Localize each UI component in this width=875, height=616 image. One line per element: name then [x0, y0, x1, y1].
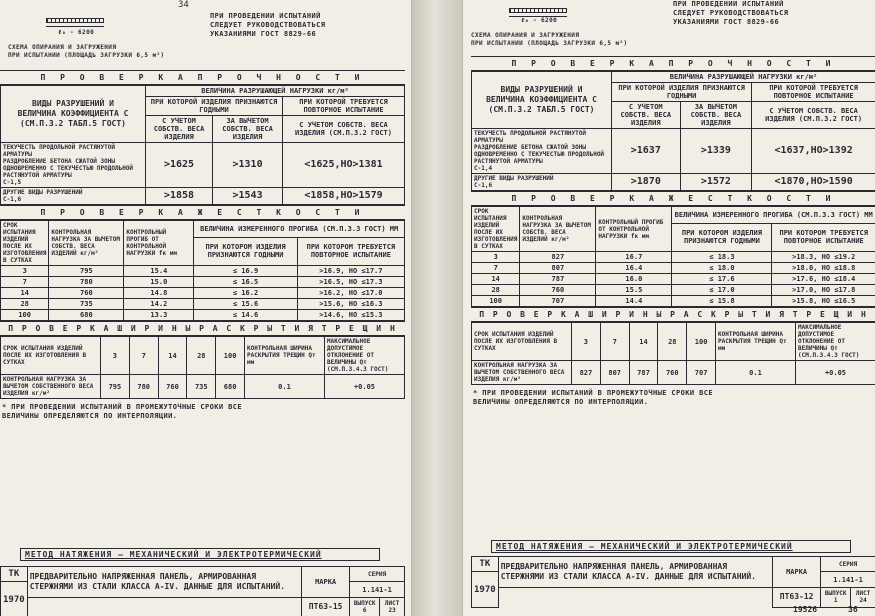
stiff-retest: >17.6, НО ≤18.4	[772, 274, 875, 285]
gost-note: ПРИ ПРОВЕДЕНИИ ИСПЫТАНИЙ СЛЕДУЕТ РУКОВОДСТВОВАТЬСЯ УКАЗАНИЯМИ ГОСТ 8829-66	[210, 12, 326, 38]
crack-load: 787	[629, 361, 658, 385]
crack-max-value: +0.05	[325, 375, 405, 399]
stiff-retest: >18.0, НО ≤18.8	[772, 263, 875, 274]
stamp-mark: ПТ63-12	[773, 587, 821, 607]
stiff-deflection: 14.8	[124, 288, 194, 299]
strength-value-net: >1339	[680, 129, 752, 174]
stiff-load: 707	[520, 296, 596, 307]
crack-load-label: КОНТРОЛЬНАЯ НАГРУЗКА ЗА ВЫЧЕТОМ СОБСТВЕННОГО ВЕСА ИЗДЕЛИЯ кг/м²	[472, 361, 572, 385]
stiff-col-retest: ПРИ КОТОРОМ ТРЕБУЕТСЯ ПОВТОРНОЕ ИСПЫТАНИЕ	[772, 223, 875, 252]
stamp-year: 1970	[1, 582, 28, 616]
crack-load: 827	[572, 361, 601, 385]
crack-load: 760	[158, 375, 187, 399]
table-row	[472, 296, 875, 307]
stiff-deflection: 16.7	[596, 252, 672, 263]
stamp-title: ПРЕДВАРИТЕЛЬНО НАПРЯЖЕННАЯ ПАНЕЛЬ, АРМИРОВАННАЯ СТЕРЖНЯМИ ИЗ СТАЛИ КЛАССА А-IV. ДАННЫЕ ДЛЯ ИСПЫТАНИЙ.	[498, 557, 772, 588]
stiff-load: 760	[520, 285, 596, 296]
stiff-term: 7	[472, 263, 520, 274]
stiff-retest: >16.5, НО ≤17.3	[297, 277, 404, 288]
strength-sub-with-weight: С УЧЕТОМ СОБСТВ. ВЕСА ИЗДЕЛИЯ	[146, 116, 213, 143]
table-row	[472, 285, 875, 296]
stiff-load: 780	[49, 277, 124, 288]
stamp-series: 1.141-1	[350, 582, 405, 597]
footnote: * ПРИ ПРОВЕДЕНИИ ИСПЫТАНИЙ В ПРОМЕЖУТОЧНЫЕ СРОКИ ВСЕ ВЕЛИЧИНЫ ОПРЕДЕЛЯЮТСЯ ПО ИНТЕРПОЛЯЦИИ.	[2, 403, 242, 420]
stamp-series: 1.141-1	[821, 572, 875, 587]
scheme-dimension: ℓ₀ - 6200	[58, 29, 95, 36]
right-sheet	[462, 0, 875, 616]
table-row	[472, 361, 875, 385]
strength-sub-without-weight: ЗА ВЫЧЕТОМ СОБСТВ. ВЕСА ИЗДЕЛИЯ	[680, 102, 752, 129]
left-sheet	[0, 0, 412, 616]
tensioning-method: МЕТОД НАТЯЖЕНИЯ — МЕХАНИЧЕСКИЙ И ЭЛЕКТРОТЕРМИЧЕСКИЙ	[491, 540, 851, 553]
crack-load: 707	[687, 361, 716, 385]
stiff-deflection: 14.2	[124, 299, 194, 310]
crack-day: 28	[187, 337, 216, 375]
test-data-grid	[0, 70, 405, 425]
stiff-term: 14	[472, 274, 520, 285]
stamp-issue-value: 6	[362, 607, 367, 615]
stiffness-check-header: П Р О В Е Р К А Ж Е С Т К О С Т И	[0, 205, 405, 220]
stiff-term: 28	[1, 299, 49, 310]
loading-scheme-diagram	[503, 0, 573, 16]
stiff-col-load: КОНТРОЛЬНАЯ НАГРУЗКА ЗА ВЫЧЕТОМ СОБСТВ. ВЕСА ИЗДЕЛИЙ кг/м²	[49, 221, 124, 266]
stamp-title: ПРЕДВАРИТЕЛЬНО НАПРЯЖЕННАЯ ПАНЕЛЬ, АРМИРОВАННАЯ СТЕРЖНЯМИ ИЗ СТАЛИ КЛАССА А-IV. ДАННЫЕ ДЛЯ ИСПЫТАНИЙ.	[27, 567, 301, 598]
stamp-tk: ТК	[472, 557, 499, 572]
crack-load: 760	[658, 361, 687, 385]
strength-value-retest: <1625,НО>1381	[283, 143, 405, 188]
stiffness-table	[471, 206, 875, 307]
stamp-sheet	[380, 597, 405, 616]
stiff-good: ≤ 14.6	[194, 310, 297, 321]
stiff-col-measured: ВЕЛИЧИНА ИЗМЕРЕННОГО ПРОГИБА (СМ.П.3.3 ГОСТ) ММ	[194, 221, 405, 238]
stamp-issue	[821, 587, 851, 607]
crack-day: 7	[600, 323, 629, 361]
stiff-deflection: 16.4	[596, 263, 672, 274]
strength-value-net: >1310	[213, 143, 283, 188]
crack-ctrl-label: КОНТРОЛЬНАЯ ШИРИНА РАСКРЫТИЯ ТРЕЩИН Qт мм	[245, 337, 325, 375]
stamp-series-label: СЕРИЯ	[350, 567, 405, 582]
tensioning-method: МЕТОД НАТЯЖЕНИЯ — МЕХАНИЧЕСКИЙ И ЭЛЕКТРОТЕРМИЧЕСКИЙ	[20, 548, 380, 561]
stiff-good: ≤ 16.2	[194, 288, 297, 299]
stamp-tk: ТК	[1, 567, 28, 582]
stiff-retest: >15.8, НО ≤16.5	[772, 296, 875, 307]
table-row	[1, 375, 405, 399]
table-row	[1, 143, 405, 188]
stiff-col-term: СРОК ИСПЫТАНИЯ ИЗДЕЛИЙ ПОСЛЕ ИХ ИЗГОТОВЛЕНИЯ В СУТКАХ	[1, 221, 49, 266]
stiff-retest: >18.3, НО ≤19.2	[772, 252, 875, 263]
strength-value-net: >1543	[213, 188, 283, 205]
crack-check-header: П Р О В Е Р К А Ш И Р И Н Ы Р А С К Р Ы Т И Я Т Р Е Щ И Н	[0, 321, 405, 336]
strength-value-good: >1637	[612, 129, 681, 174]
stiff-good: ≤ 17.0	[672, 285, 772, 296]
stamp-mark-label: МАРКА	[773, 557, 821, 588]
stiff-deflection: 15.5	[596, 285, 672, 296]
strength-row-label: ТЕКУЧЕСТЬ ПРОДОЛЬНОЙ РАСТЯНУТОЙ АРМАТУРЫ РАЗДРОБЛЕНИЕ БЕТОНА СЖАТОЙ ЗОНЫ ОДНОВРЕМЕННО С ТЕКУЧЕСТЬЮ ПРОДОЛЬНОЙ РАСТЯНУТОЙ АРМАТУРЫ С-1,5	[1, 143, 146, 188]
stiff-term: 100	[472, 296, 520, 307]
stiff-col-load: КОНТРОЛЬНАЯ НАГРУЗКА ЗА ВЫЧЕТОМ СОБСТВ. ВЕСА ИЗДЕЛИЙ кг/м²	[520, 207, 596, 252]
stiff-col-deflection: КОНТРОЛЬНЫЙ ПРОГИБ ОТ КОНТРОЛЬНОЙ НАГРУЗКИ fк мм	[124, 221, 194, 266]
strength-value-net: >1572	[680, 174, 752, 191]
stiff-retest: >15.6, НО ≤16.3	[297, 299, 404, 310]
title-block	[0, 566, 405, 616]
strength-sub-gost: С УЧЕТОМ СОБСТВ. ВЕСА ИЗДЕЛИЯ (СМ.П.3.2 ГОСТ)	[283, 116, 405, 143]
crack-ctrl-value: 0.1	[245, 375, 325, 399]
crack-ctrl-label: КОНТРОЛЬНАЯ ШИРИНА РАСКРЫТИЯ ТРЕЩИН Qт мм	[716, 323, 796, 361]
stiff-good: ≤ 18.0	[672, 263, 772, 274]
strength-col-good: ПРИ КОТОРОЙ ИЗДЕЛИЯ ПРИЗНАЮТСЯ ГОДНЫМИ	[146, 97, 283, 116]
strength-col-retest: ПРИ КОТОРОЙ ТРЕБУЕТСЯ ПОВТОРНОЕ ИСПЫТАНИЕ	[752, 83, 875, 102]
footnote: * ПРИ ПРОВЕДЕНИИ ИСПЫТАНИЙ В ПРОМЕЖУТОЧНЫЕ СРОКИ ВСЕ ВЕЛИЧИНЫ ОПРЕДЕЛЯЮТСЯ ПО ИНТЕРПОЛЯЦИИ.	[473, 389, 713, 406]
strength-kind-header: ВИДЫ РАЗРУШЕНИЙ И ВЕЛИЧИНА КОЭФФИЦИЕНТА С (СМ.П.3.2 ТАБЛ.5 ГОСТ)	[472, 72, 612, 129]
stiff-retest: >16.9, НО ≤17.7	[297, 266, 404, 277]
stiff-deflection: 14.4	[596, 296, 672, 307]
stiff-col-term: СРОК ИСПЫТАНИЯ ИЗДЕЛИЙ ПОСЛЕ ИХ ИЗГОТОВЛЕНИЯ В СУТКАХ	[472, 207, 520, 252]
stiff-retest: >17.0, НО ≤17.8	[772, 285, 875, 296]
stiff-good: ≤ 15.6	[194, 299, 297, 310]
strength-value-good: >1870	[612, 174, 681, 191]
crack-max-label: МАКСИМАЛЬНОЕ ДОПУСТИМОЕ ОТКЛОНЕНИЕ ОТ ВЕЛИЧИНЫ Qт (СМ.П.3.4.3 ГОСТ)	[325, 337, 405, 375]
table-row	[472, 263, 875, 274]
table-row	[1, 188, 405, 205]
crack-max-value: +0.05	[796, 361, 875, 385]
test-data-grid	[471, 56, 875, 411]
stamp-sheet-value: 24	[859, 597, 867, 605]
title-block	[471, 556, 875, 608]
crack-term-label: СРОК ИСПЫТАНИЯ ИЗДЕЛИЙ ПОСЛЕ ИХ ИЗГОТОВЛЕНИЯ В СУТКАХ	[1, 337, 101, 375]
gost-note: ПРИ ПРОВЕДЕНИИ ИСПЫТАНИЙ СЛЕДУЕТ РУКОВОДСТВОВАТЬСЯ УКАЗАНИЯМИ ГОСТ 8829-66	[673, 0, 789, 26]
strength-table	[471, 71, 875, 191]
stamp-issue	[350, 597, 380, 616]
stiff-col-good: ПРИ КОТОРОМ ИЗДЕЛИЯ ПРИЗНАЮТСЯ ГОДНЫМИ	[194, 237, 297, 266]
strength-row-label: ДРУГИЕ ВИДЫ РАЗРУШЕНИЙ С-1,6	[472, 174, 612, 191]
stiff-deflection: 15.0	[124, 277, 194, 288]
stiff-deflection: 13.3	[124, 310, 194, 321]
crack-day: 100	[216, 337, 245, 375]
stiff-good: ≤ 18.3	[672, 252, 772, 263]
strength-sub-without-weight: ЗА ВЫЧЕТОМ СОБСТВ. ВЕСА ИЗДЕЛИЯ	[213, 116, 283, 143]
crack-load: 807	[600, 361, 629, 385]
stamp-issue-label: ВЫПУСК	[824, 590, 847, 598]
table-row	[1, 299, 405, 310]
strength-col-retest: ПРИ КОТОРОЙ ТРЕБУЕТСЯ ПОВТОРНОЕ ИСПЫТАНИЕ	[283, 97, 405, 116]
bottom-page-number: 36	[848, 605, 858, 614]
crack-day: 14	[629, 323, 658, 361]
table-row	[472, 174, 875, 191]
stiff-term: 100	[1, 310, 49, 321]
stiff-col-deflection: КОНТРОЛЬНЫЙ ПРОГИБ ОТ КОНТРОЛЬНОЙ НАГРУЗКИ fк мм	[596, 207, 672, 252]
strength-value-good: >1858	[146, 188, 213, 205]
crack-day: 3	[572, 323, 601, 361]
crack-table	[471, 322, 875, 385]
stiff-col-measured: ВЕЛИЧИНА ИЗМЕРЕННОГО ПРОГИБА (СМ.П.3.3 ГОСТ) ММ	[672, 207, 875, 224]
strength-value-good: >1625	[146, 143, 213, 188]
strength-col-good: ПРИ КОТОРОЙ ИЗДЕЛИЯ ПРИЗНАЮТСЯ ГОДНЫМИ	[612, 83, 752, 102]
crack-load: 735	[187, 375, 216, 399]
stiff-good: ≤ 15.8	[672, 296, 772, 307]
crack-day: 7	[129, 337, 158, 375]
strength-sub-gost: С УЧЕТОМ СОБСТВ. ВЕСА ИЗДЕЛИЯ (СМ.П.3.2 ГОСТ)	[752, 102, 875, 129]
crack-day: 28	[658, 323, 687, 361]
crack-load: 780	[129, 375, 158, 399]
stamp-year: 1970	[472, 572, 499, 608]
table-row	[472, 129, 875, 174]
book-gutter	[412, 0, 462, 616]
stiff-col-retest: ПРИ КОТОРОМ ТРЕБУЕТСЯ ПОВТОРНОЕ ИСПЫТАНИЕ	[297, 237, 404, 266]
table-row	[1, 266, 405, 277]
stiff-load: 795	[49, 266, 124, 277]
crack-day: 14	[158, 337, 187, 375]
stamp-mark-label: МАРКА	[302, 567, 350, 598]
stiff-good: ≤ 17.6	[672, 274, 772, 285]
crack-term-label: СРОК ИСПЫТАНИЯ ИЗДЕЛИЙ ПОСЛЕ ИХ ИЗГОТОВЛЕНИЯ В СУТКАХ	[472, 323, 572, 361]
stiff-term: 3	[1, 266, 49, 277]
stiff-deflection: 16.0	[596, 274, 672, 285]
strength-row-label: ТЕКУЧЕСТЬ ПРОДОЛЬНОЙ РАСТЯНУТОЙ АРМАТУРЫ РАЗДРОБЛЕНИЕ БЕТОНА СЖАТОЙ ЗОНЫ ОДНОВРЕМЕННО С ТЕКУЧЕСТЬЮ ПРОДОЛЬНОЙ РАСТЯНУТОЙ АРМАТУРЫ С-1,4	[472, 129, 612, 174]
stamp-sheet-value: 23	[388, 607, 396, 615]
stiff-load: 807	[520, 263, 596, 274]
stiff-retest: >14.6, НО ≤15.3	[297, 310, 404, 321]
stamp-sheet-label: ЛИСТ	[855, 590, 871, 598]
stiff-col-good: ПРИ КОТОРОМ ИЗДЕЛИЯ ПРИЗНАЮТСЯ ГОДНЫМИ	[672, 223, 772, 252]
table-row	[1, 288, 405, 299]
stiffness-table	[0, 220, 405, 321]
stiff-load: 787	[520, 274, 596, 285]
strength-sub-with-weight: С УЧЕТОМ СОБСТВ. ВЕСА ИЗДЕЛИЯ	[612, 102, 681, 129]
table-row	[1, 310, 405, 321]
stiff-term: 7	[1, 277, 49, 288]
crack-check-header: П Р О В Е Р К А Ш И Р И Н Ы Р А С К Р Ы Т И Я Т Р Е Щ И Н	[471, 307, 875, 322]
stiff-good: ≤ 16.5	[194, 277, 297, 288]
crack-day: 100	[687, 323, 716, 361]
strength-row-label: ДРУГИЕ ВИДЫ РАЗРУШЕНИЙ С-1,6	[1, 188, 146, 205]
stiff-load: 680	[49, 310, 124, 321]
scheme-dimension: ℓ₀ - 6200	[521, 17, 558, 24]
strength-value-retest: <1637,НО>1392	[752, 129, 875, 174]
strength-check-header: П Р О В Е Р К А П Р О Ч Н О С Т И	[0, 70, 405, 85]
page-number: 34	[178, 0, 189, 10]
strength-load-header: ВЕЛИЧИНА РАЗРУШАЮЩЕЙ НАГРУЗКИ кг/м²	[146, 86, 405, 97]
strength-table	[0, 85, 405, 205]
stiff-deflection: 15.4	[124, 266, 194, 277]
crack-load: 680	[216, 375, 245, 399]
crack-load-label: КОНТРОЛЬНАЯ НАГРУЗКА ЗА ВЫЧЕТОМ СОБСТВЕННОГО ВЕСА ИЗДЕЛИЯ кг/м²	[1, 375, 101, 399]
crack-ctrl-value: 0.1	[716, 361, 796, 385]
scheme-caption: СХЕМА ОПИРАНИЯ И ЗАГРУЖЕНИЯ ПРИ ИСПЫТАНИИ (ПЛОЩАДЬ ЗАГРУЗКИ 6,5 м²)	[471, 32, 628, 47]
stiff-load: 760	[49, 288, 124, 299]
stamp-sheet-label: ЛИСТ	[384, 600, 400, 608]
stamp-issue-label: ВЫПУСК	[353, 600, 376, 608]
strength-value-retest: <1858,НО>1579	[283, 188, 405, 205]
bottom-code: 19526	[793, 605, 818, 614]
stamp-mark: ПТ63-15	[302, 597, 350, 616]
strength-load-header: ВЕЛИЧИНА РАЗРУШАЮЩЕЙ НАГРУЗКИ кг/м²	[612, 72, 875, 83]
crack-table	[0, 336, 405, 399]
stiff-term: 28	[472, 285, 520, 296]
stiff-good: ≤ 16.9	[194, 266, 297, 277]
stiff-retest: >16.2, НО ≤17.0	[297, 288, 404, 299]
strength-check-header: П Р О В Е Р К А П Р О Ч Н О С Т И	[471, 56, 875, 71]
loading-scheme-diagram	[40, 8, 110, 26]
strength-kind-header: ВИДЫ РАЗРУШЕНИЙ И ВЕЛИЧИНА КОЭФФИЦИЕНТА С (СМ.П.3.2 ТАБЛ.5 ГОСТ)	[1, 86, 146, 143]
table-row	[472, 274, 875, 285]
scheme-caption: СХЕМА ОПИРАНИЯ И ЗАГРУЖЕНИЯ ПРИ ИСПЫТАНИИ (ПЛОЩАДЬ ЗАГРУЗКИ 6,5 м²)	[8, 44, 165, 59]
strength-value-retest: <1870,НО>1590	[752, 174, 875, 191]
crack-load: 795	[101, 375, 130, 399]
stiff-term: 3	[472, 252, 520, 263]
stiff-load: 735	[49, 299, 124, 310]
table-row	[1, 277, 405, 288]
stiff-load: 827	[520, 252, 596, 263]
stiff-term: 14	[1, 288, 49, 299]
crack-max-label: МАКСИМАЛЬНОЕ ДОПУСТИМОЕ ОТКЛОНЕНИЕ ОТ ВЕЛИЧИНЫ Qт (СМ.П.3.4.3 ГОСТ)	[796, 323, 875, 361]
table-row	[472, 252, 875, 263]
crack-day: 3	[101, 337, 130, 375]
stiffness-check-header: П Р О В Е Р К А Ж Е С Т К О С Т И	[471, 191, 875, 206]
stamp-issue-value: 1	[833, 597, 838, 605]
stamp-series-label: СЕРИЯ	[821, 557, 875, 572]
